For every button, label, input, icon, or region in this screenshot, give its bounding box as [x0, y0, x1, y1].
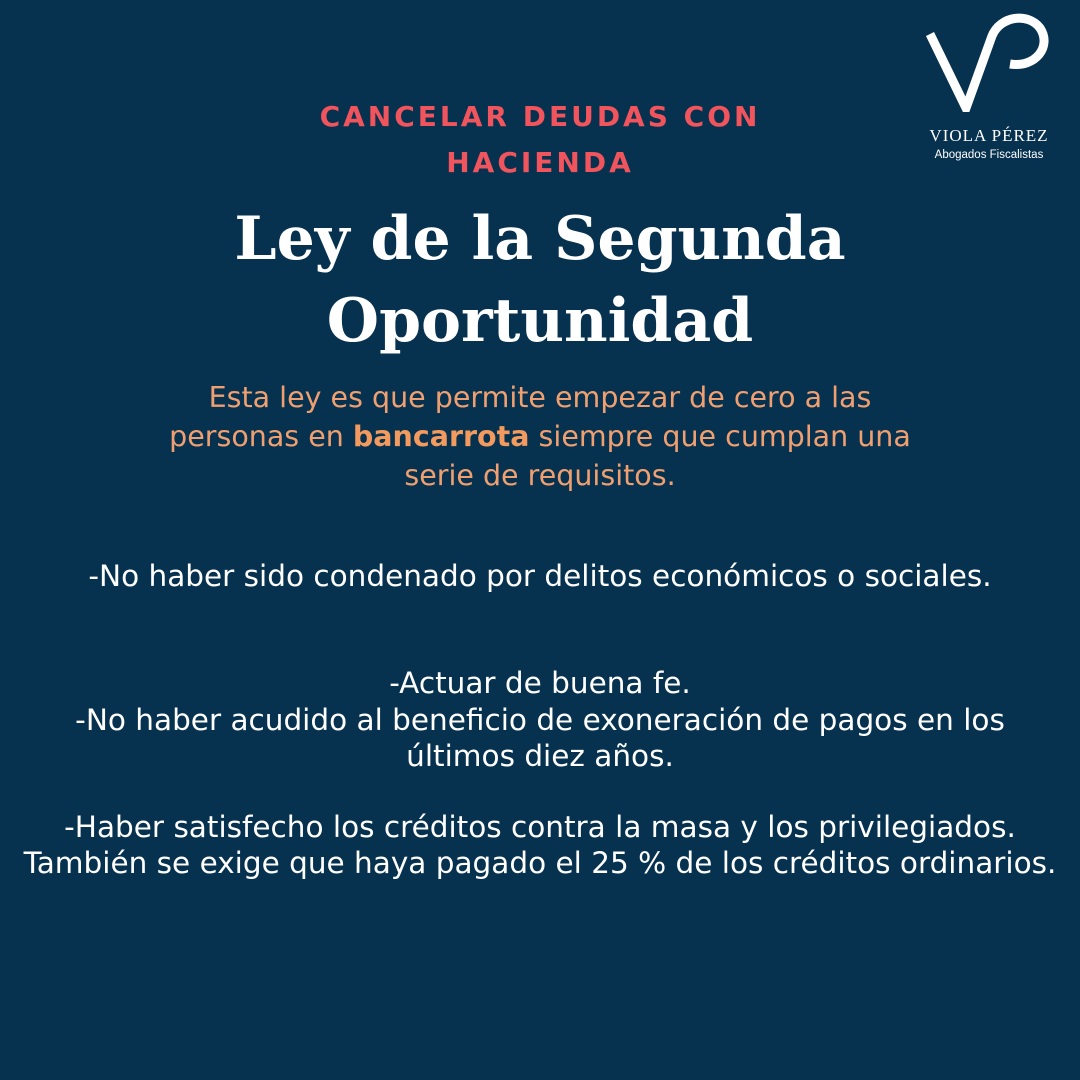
intro-text-before: Esta ley es que permite empezar de cero a las personas en [169, 381, 872, 453]
requirement-item: -No haber sido condenado por delitos económicos o sociales. [88, 559, 992, 593]
intro-paragraph [140, 378, 940, 495]
requirement-item: -No haber acudido al beneficio de exoneración de pagos en los últimos diez años. [75, 703, 1005, 773]
requirement-item: -Actuar de buena fe. [389, 666, 691, 700]
intro-highlight: bancarrota [352, 420, 530, 453]
brand-logo [918, 8, 1060, 161]
brand-name: VIOLA PÉREZ [929, 126, 1049, 145]
kicker-heading: CANCELAR DEUDAS CON HACIENDA [319, 100, 761, 179]
vp-monogram-icon [926, 8, 1052, 112]
intro-text-after: siempre que cumplan una serie de requisitos. [404, 420, 911, 492]
requirement-item: -Haber satisfecho los créditos contra la masa y los privilegiados. También se exige que haya pagado el 25 % de los créditos ordinarios. [23, 810, 1057, 880]
brand-tagline: Abogados Fiscalistas [934, 149, 1044, 161]
page-title: Ley de la Segunda Oportunidad [234, 204, 846, 356]
